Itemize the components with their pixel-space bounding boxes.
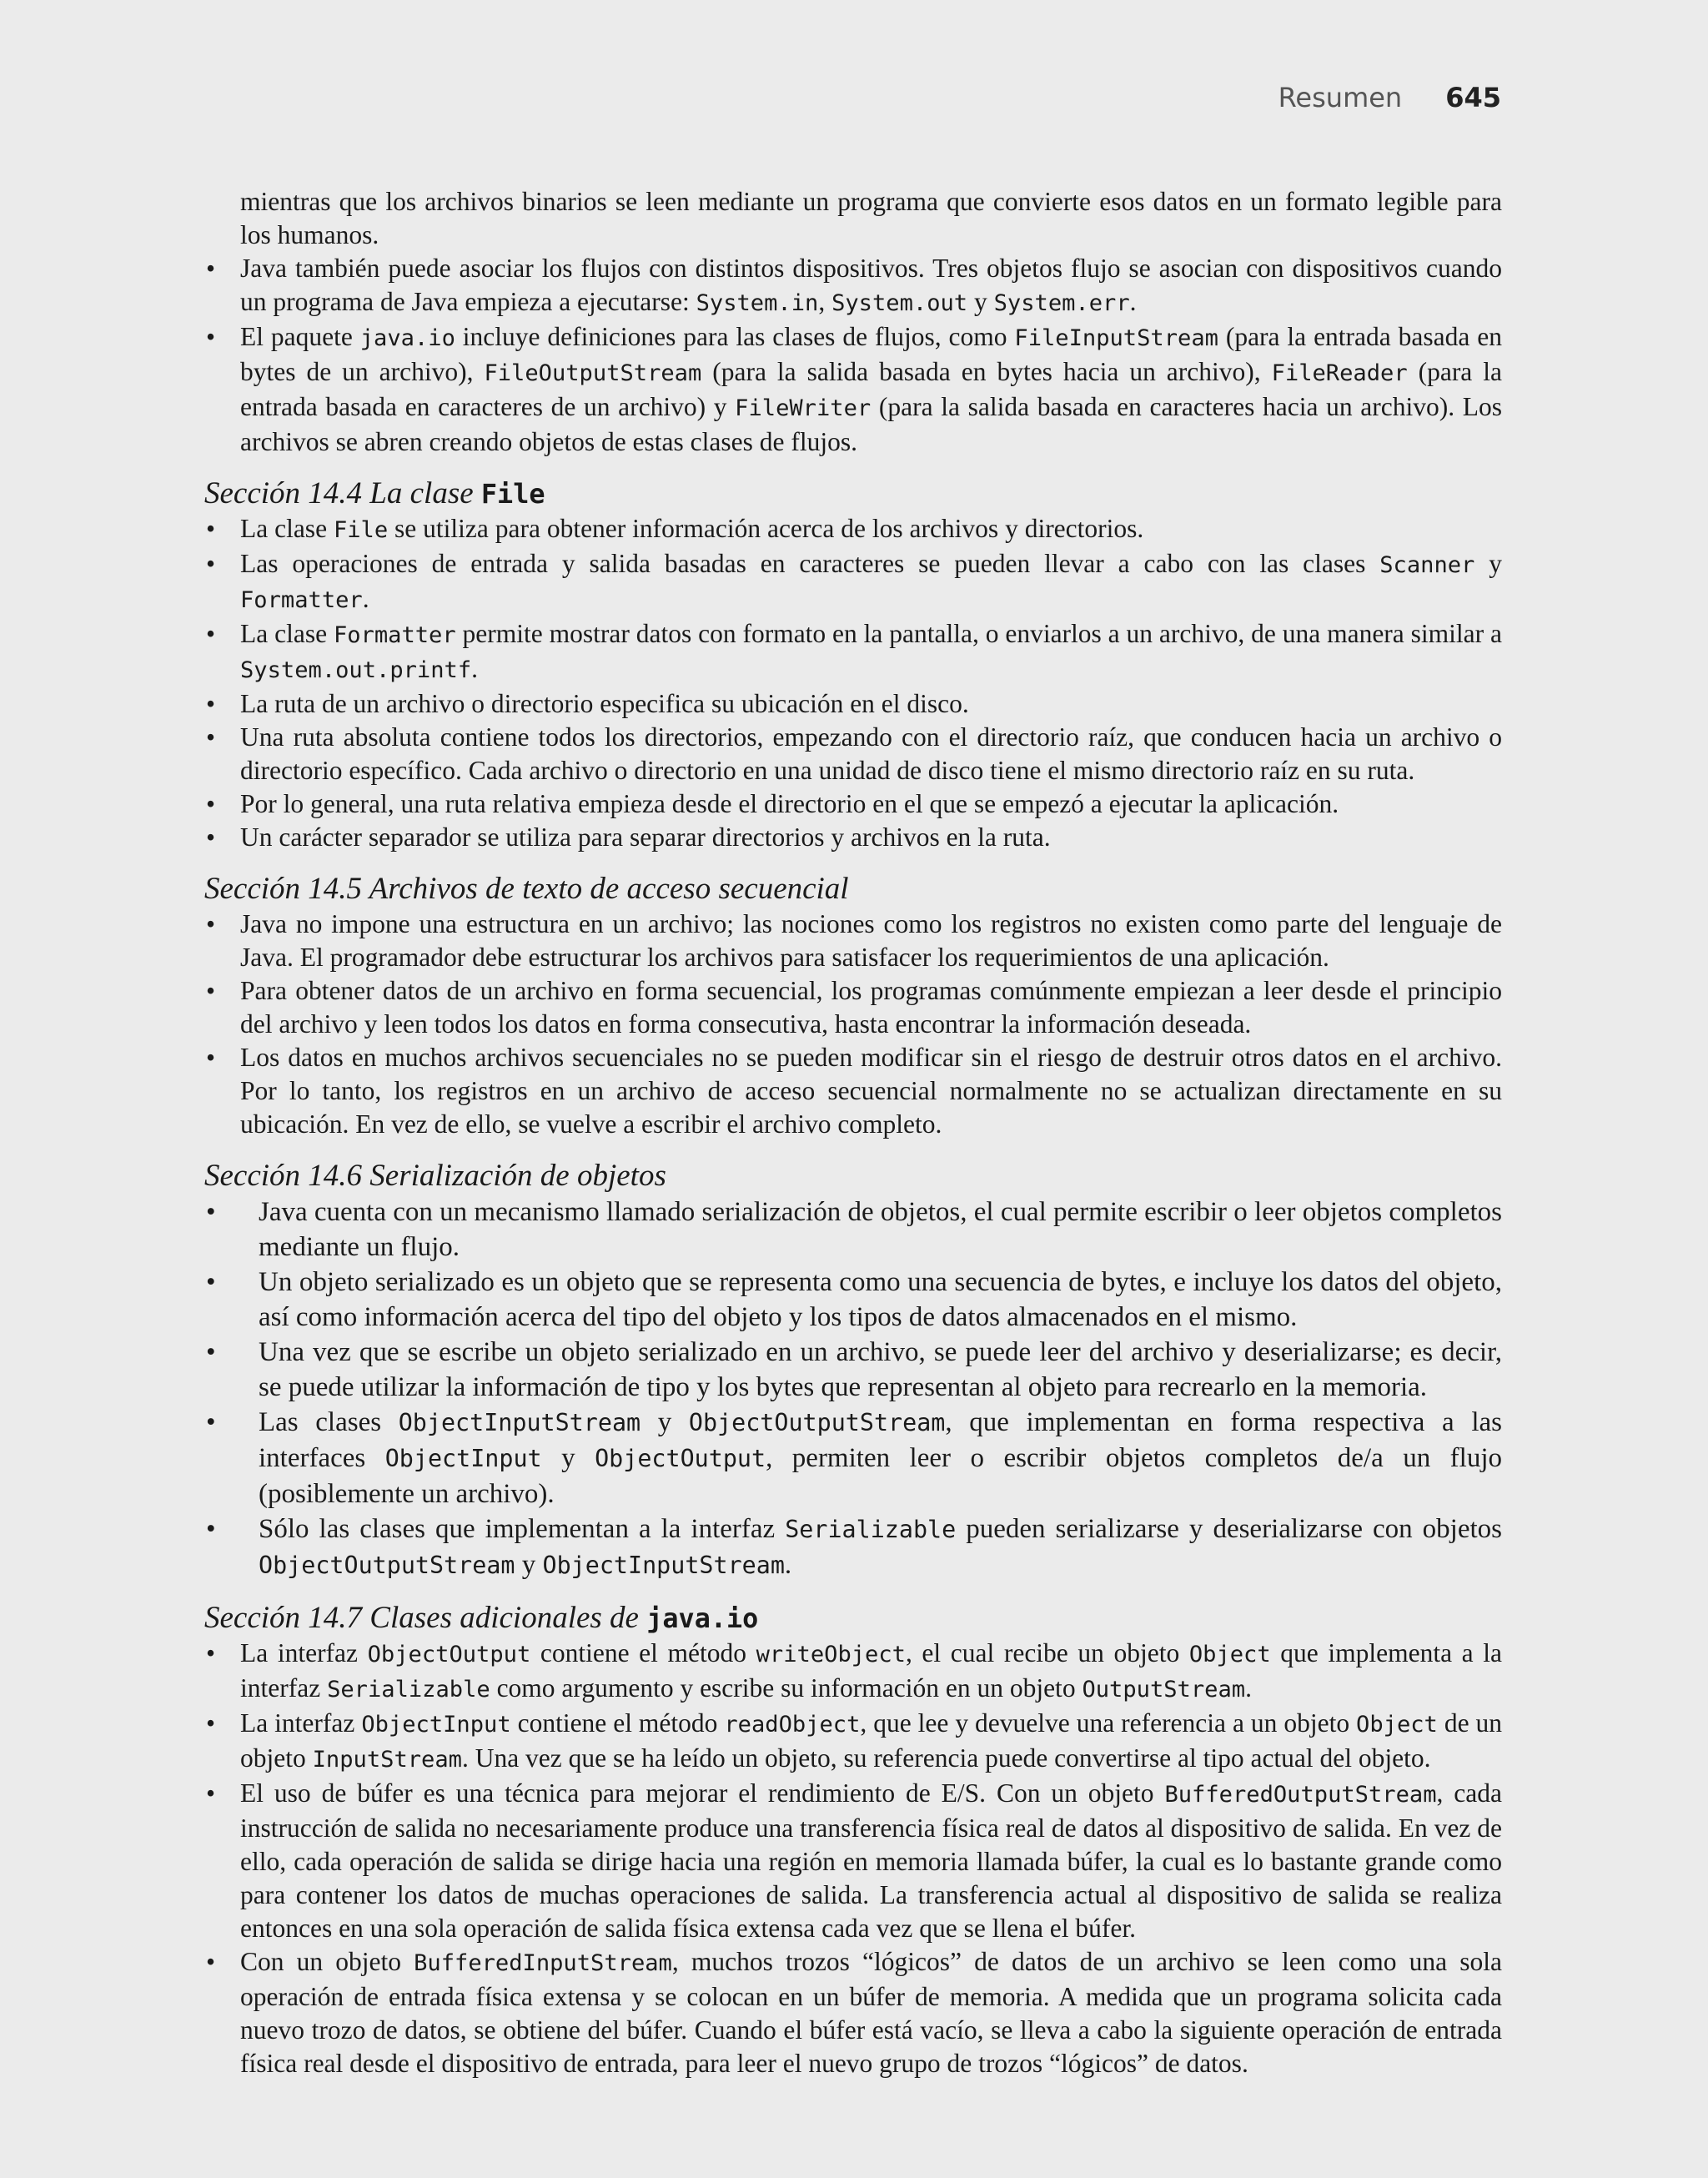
section [204, 1600, 1502, 2080]
list-item [204, 821, 1502, 854]
section [204, 475, 1502, 854]
list-item [204, 617, 1502, 687]
intro-bullet-list [204, 252, 1502, 459]
code-term: BufferedInputStream [414, 1950, 672, 1976]
code-term: ObjectOutput [595, 1445, 766, 1472]
code-term: InputStream [312, 1747, 462, 1773]
code-term: FileOutputStream [484, 360, 702, 386]
code-term: ObjectOutput [367, 1642, 531, 1667]
page-content [204, 185, 1502, 2080]
text-run: incluye definiciones para las clases de flujos, como [455, 322, 1015, 351]
list-item [204, 1707, 1502, 1777]
section-bullet-list [204, 908, 1502, 1141]
text-run: se utiliza para obtener información acerca de los archivos y directorios. [388, 514, 1144, 543]
text-run: Java no impone una estructura en un archivo; las nociones como los registros no existen como parte del lenguaje de Java. El programador debe estructurar los archivos para satisfacer los requerimientos de una aplicación. [240, 909, 1502, 972]
text-run: Un objeto serializado es un objeto que se representa como una secuencia de bytes, e incluye los datos del objeto, así como información acerca del tipo del objeto y los tipos de datos almacenados en el mismo. [259, 1267, 1502, 1332]
section-bullet-list [204, 512, 1502, 854]
text-run: . Una vez que se ha leído un objeto, su referencia puede convertirse al tipo actual del objeto. [461, 1743, 1431, 1773]
text-run: . [1129, 287, 1137, 316]
section-bullet-list [204, 1195, 1502, 1583]
code-term: readObject [724, 1712, 861, 1738]
code-term: ObjectInputStream [542, 1552, 785, 1579]
text-run: y [1474, 549, 1502, 578]
list-item [204, 1945, 1502, 2080]
list-item [204, 1777, 1502, 1945]
text-run: Para obtener datos de un archivo en forma secuencial, los programas comúnmente empiezan a leer desde el principio del archivo y leen todos los datos en forma consecutiva, hasta encontrar la información deseada. [240, 976, 1502, 1039]
text-run: La interfaz [240, 1708, 362, 1738]
list-item [204, 1405, 1502, 1512]
text-run: contiene el método [510, 1708, 725, 1738]
code-term: Scanner [1379, 552, 1475, 578]
text-run: , [818, 287, 832, 316]
text-run: y [640, 1407, 689, 1437]
text-run: Los datos en muchos archivos secuenciales no se pueden modificar sin el riesgo de destruir otros datos en el archivo. Por lo tanto, los registros en un archivo de acceso secuencial normalmente no se actualizan directamente en su ubicación. En vez de ello, se vuelve a escribir el archivo completo. [240, 1043, 1502, 1139]
text-run: Las clases [259, 1407, 399, 1437]
text-run: , que lee y devuelve una referencia a un objeto [860, 1708, 1357, 1738]
list-item [204, 721, 1502, 787]
text-run: Sección 14.7 Clases adicionales de [204, 1601, 647, 1635]
text-run: permite mostrar datos con formato en la pantalla, o enviarlos a un archivo, de una manera similar a [455, 619, 1502, 648]
text-run: Un carácter separador se utiliza para separar directorios y archivos en la ruta. [240, 822, 1051, 852]
code-term: ObjectInput [384, 1445, 542, 1472]
list-item [204, 1637, 1502, 1707]
list-item [204, 908, 1502, 974]
intro-continuation: mientras que los archivos binarios se leen mediante un programa que convierte esos datos en un formato legible para los humanos. [240, 187, 1502, 249]
text-run: Con un objeto [240, 1947, 414, 1976]
text-run: , que implementan en forma respectiva a las interfaces [259, 1407, 1502, 1473]
code-term: writeObject [756, 1642, 906, 1667]
list-item [204, 1195, 1502, 1265]
list-item [204, 787, 1502, 821]
text-run: Sólo las clases que implementan a la interfaz [259, 1514, 786, 1544]
text-run: Java también puede asociar los flujos con distintos dispositivos. Tres objetos flujo se asocian con dispositivos cuando un programa de Java empieza a ejecutarse: [240, 254, 1502, 316]
code-term: ObjectInput [361, 1712, 511, 1738]
text-run: , cada instrucción de salida no necesariamente produce una transferencia física real de datos al dispositivo de salida. En vez de ello, cada operación de salida se dirige hacia una región en memoria llamada búfer, la cual es lo bastante grande como para contener los datos de muchas operaciones de salida. La transferencia actual al dispositivo de salida se realiza entonces en una sola operación de salida física extensa cada vez que se llena el búfer. [240, 1778, 1502, 1943]
text-run: . [471, 654, 479, 683]
list-item [204, 1335, 1502, 1405]
code-term: java.io [359, 325, 455, 351]
list-item [204, 512, 1502, 547]
code-term: Object [1188, 1642, 1271, 1667]
text-run: que implementa a la interfaz [240, 1638, 1502, 1703]
text-run: (para la entrada basada en caracteres de un archivo) y [240, 357, 1502, 421]
text-run: . [784, 1550, 792, 1580]
text-run: Una vez que se escribe un objeto serializado en un archivo, se puede leer del archivo y deserializarse; es decir, se puede utilizar la información de tipo y los bytes que representan al objeto para recrearlo en la memoria. [259, 1337, 1502, 1402]
code-term: Formatter [240, 587, 363, 613]
text-run: Las operaciones de entrada y salida basadas en caracteres se pueden llevar a cabo con las clases [240, 549, 1380, 578]
text-run: , muchos trozos “lógicos” de datos de un archivo se leen como una sola operación de entrada física extensa y se colocan en un búfer de memoria. A medida que un programa solicita cada nuevo trozo de datos, se obtiene del búfer. Cuando el búfer está vacío, se lleva a cabo la siguiente operación de entrada física real desde el dispositivo de entrada, para leer el nuevo grupo de trozos “lógicos” de datos. [240, 1947, 1503, 2078]
code-term: OutputStream [1082, 1677, 1246, 1703]
code-term: System.out [831, 290, 968, 316]
code-term: FileWriter [735, 395, 872, 421]
list-item [204, 320, 1502, 459]
text-run: La clase [240, 514, 334, 543]
code-term: File [480, 478, 545, 510]
code-term: Serializable [327, 1677, 490, 1703]
running-head-section: Resumen [1278, 82, 1403, 113]
code-term: System.err [993, 290, 1130, 316]
text-run: La ruta de un archivo o directorio especifica su ubicación en el disco. [240, 689, 969, 718]
text-run: Sección 14.5 Archivos de texto de acceso secuencial [204, 872, 849, 906]
code-term: Object [1356, 1712, 1438, 1738]
list-item [204, 687, 1502, 721]
text-run: El paquete [240, 322, 360, 351]
code-term: FileInputStream [1014, 325, 1218, 351]
text-run: y [541, 1443, 595, 1473]
text-run: de un objeto [240, 1708, 1502, 1773]
section [204, 871, 1502, 1141]
section [204, 1158, 1502, 1583]
list-item [204, 1041, 1502, 1141]
text-run: Sección 14.4 La clase [204, 476, 481, 511]
code-term: ObjectOutputStream [688, 1409, 946, 1436]
section-bullet-list [204, 1637, 1502, 2080]
text-run: (para la salida basada en caracteres hacia un archivo). Los archivos se abren creando objetos de estas clases de flujos. [240, 392, 1502, 456]
code-term: BufferedOutputStream [1164, 1782, 1437, 1808]
text-run: como argumento y escribe su información en un objeto [490, 1673, 1083, 1703]
section-heading [204, 871, 1502, 908]
code-term: FileReader [1271, 360, 1408, 386]
code-term: ObjectInputStream [398, 1409, 641, 1436]
page-number: 645 [1445, 82, 1501, 113]
list-item [204, 974, 1502, 1041]
code-term: Formatter [333, 622, 456, 648]
section-heading [204, 1158, 1502, 1195]
code-term: Serializable [785, 1516, 957, 1543]
code-term: File [333, 517, 389, 543]
code-term: ObjectOutputStream [259, 1552, 515, 1579]
text-run: , el cual recibe un objeto [905, 1638, 1189, 1667]
list-item [204, 252, 1502, 320]
text-run: La interfaz [240, 1638, 368, 1667]
code-term: System.out.printf [240, 657, 472, 683]
text-run: Por lo general, una ruta relativa empieza desde el directorio en el que se empezó a ejecutar la aplicación. [240, 789, 1339, 818]
section-heading [204, 1600, 1502, 1637]
text-run: . [1245, 1673, 1252, 1703]
text-run: . [362, 584, 369, 613]
text-run: y [967, 287, 994, 316]
text-run: Java cuenta con un mecanismo llamado serialización de objetos, el cual permite escribir o leer objetos completos mediante un flujo. [259, 1197, 1502, 1262]
text-run: , permiten leer o escribir objetos completos de/a un flujo (posiblemente un archivo). [259, 1443, 1502, 1509]
text-run: (para la entrada basada en bytes de un archivo), [240, 322, 1502, 386]
list-item [204, 1512, 1502, 1583]
text-run: Sección 14.6 Serialización de objetos [204, 1159, 666, 1193]
text-run: y [515, 1550, 543, 1580]
text-run: contiene el método [530, 1638, 756, 1667]
text-run: (para la salida basada en bytes hacia un archivo), [701, 357, 1272, 386]
text-run: El uso de búfer es una técnica para mejorar el rendimiento de E/S. Con un objeto [240, 1778, 1165, 1808]
code-term: System.in [696, 290, 819, 316]
text-run: La clase [240, 619, 334, 648]
list-item [204, 1265, 1502, 1335]
list-item [204, 547, 1502, 617]
sections [204, 475, 1502, 2080]
text-run: Una ruta absoluta contiene todos los directorios, empezando con el directorio raíz, que conducen hacia un archivo o directorio específico. Cada archivo o directorio en una unidad de disco tiene el mismo directorio raíz en su ruta. [240, 722, 1502, 785]
running-head [1278, 82, 1501, 113]
code-term: java.io [646, 1602, 759, 1634]
section-heading [204, 475, 1502, 512]
text-run: pueden serializarse y deserializarse con objetos [956, 1514, 1502, 1544]
